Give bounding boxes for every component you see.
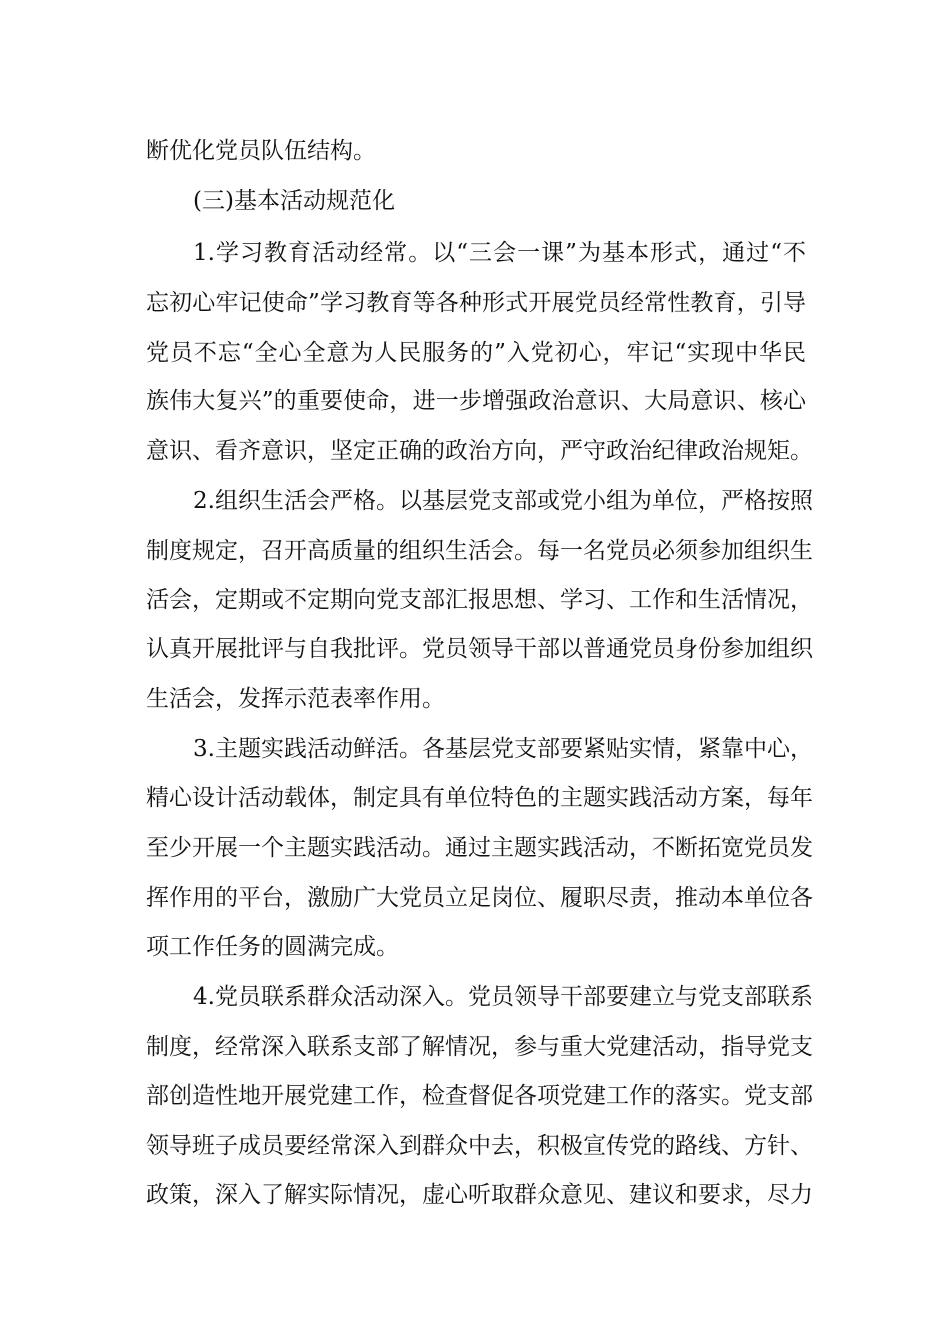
- paragraph-3-line: 项工作任务的圆满完成。: [146, 934, 399, 960]
- paragraph-3-line: 挥作用的平台，激励广大党员立足岗位、履职尽责，推动本单位各: [146, 885, 813, 911]
- paragraph-3-line: 至少开展一个主题实践活动。通过主题实践活动，不断拓宽党员发: [146, 835, 813, 861]
- paragraph-2-line: 制度规定，召开高质量的组织生活会。每一名党员必须参加组织生: [146, 538, 813, 564]
- paragraph-1-line: 党员不忘“全心全意为人民服务的”入党初心，牢记“实现中华民: [146, 340, 806, 366]
- paragraph-4-line: 领导班子成员要经常深入到群众中去，积极宣传党的路线、方针、: [146, 1133, 813, 1159]
- paragraph-1-line: 1.学习教育活动经常。以“三会一课”为基本形式，通过“不: [193, 240, 806, 266]
- paragraph-3-line: 精心设计活动载体，制定具有单位特色的主题实践活动方案，每年: [146, 785, 813, 811]
- paragraph-3-line: 3.主题实践活动鲜活。各基层党支部要紧贴实情，紧靠中心，: [193, 736, 813, 762]
- paragraph-4-line: 政策，深入了解实际情况，虚心听取群众意见、建议和要求，尽力: [146, 1182, 813, 1208]
- paragraph-4-line: 部创造性地开展党建工作，检查督促各项党建工作的落实。党支部: [146, 1083, 813, 1109]
- paragraph-1-line: 忘初心牢记使命”学习教育等各种形式开展党员经常性教育，引导: [146, 290, 806, 316]
- paragraph-2-line: 2.组织生活会严格。以基层党支部或党小组为单位，严格按照: [193, 488, 813, 514]
- section-heading: (三)基本活动规范化: [193, 188, 395, 214]
- paragraph-4-line: 4.党员联系群众活动深入。党员领导干部要建立与党支部联系: [193, 984, 813, 1010]
- paragraph-2-line: 认真开展批评与自我批评。党员领导干部以普通党员身份参加组织: [146, 636, 813, 662]
- paragraph-1-line: 意识、看齐意识，坚定正确的政治方向，严守政治纪律政治规矩。: [146, 438, 813, 464]
- paragraph-1-line: 族伟大复兴”的重要使命，进一步增强政治意识、大局意识、核心: [146, 388, 806, 414]
- paragraph-4-line: 制度，经常深入联系支部了解情况，参与重大党建活动，指导党支: [146, 1034, 813, 1060]
- paragraph-2-line: 活会，定期或不定期向党支部汇报思想、学习、工作和生活情况，: [146, 587, 813, 613]
- paragraph-2-line: 生活会，发挥示范表率作用。: [146, 686, 445, 712]
- text-line: 断优化党员队伍结构。: [146, 138, 376, 164]
